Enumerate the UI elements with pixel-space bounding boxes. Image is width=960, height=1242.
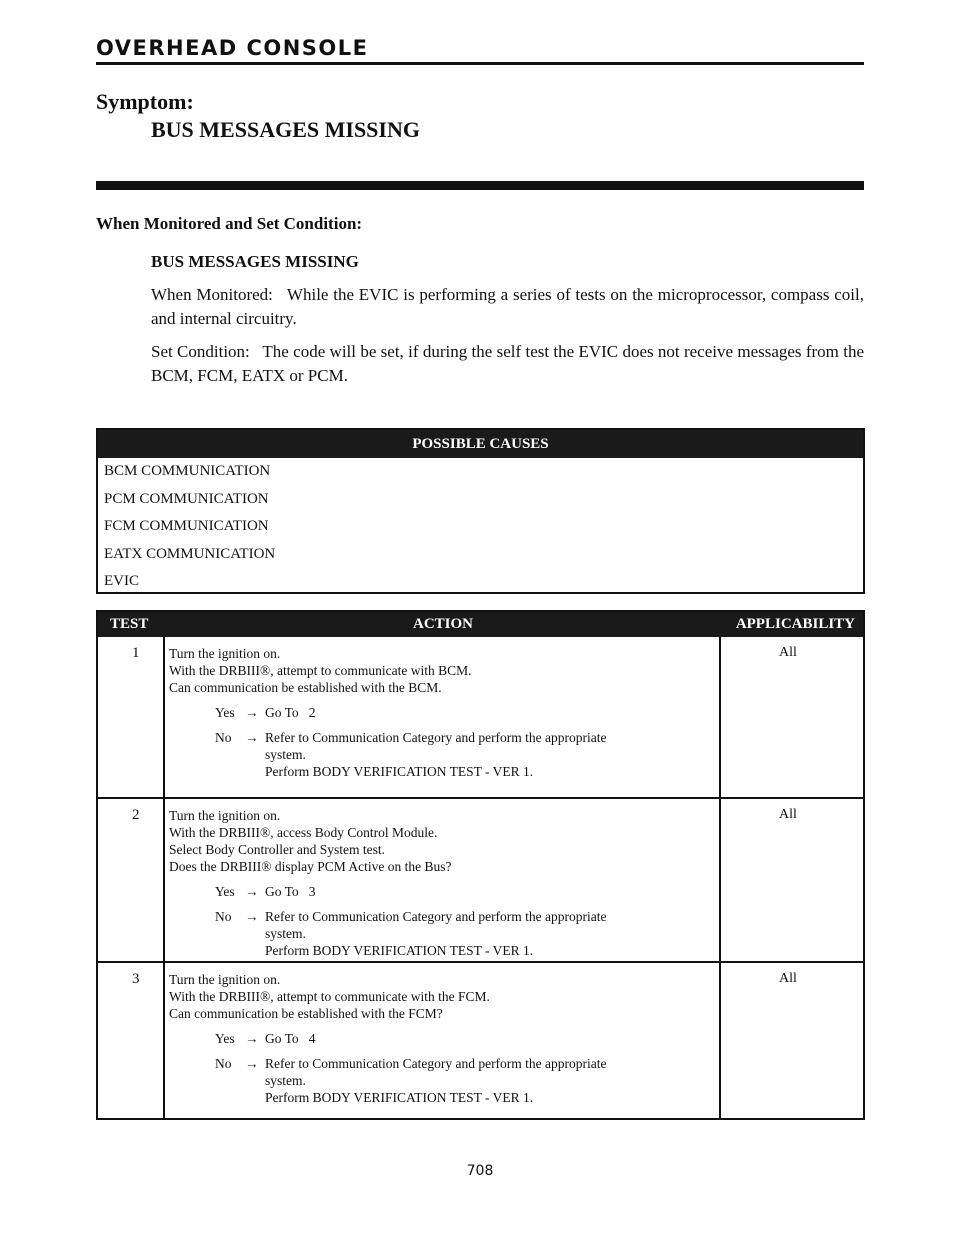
applicability: All (779, 971, 797, 986)
yes-result: Go To 4 (265, 1031, 316, 1046)
no-result (265, 729, 717, 780)
yes-key: Yes (215, 705, 235, 720)
arrow-icon: → (245, 909, 259, 924)
action-column-header: ACTION (413, 616, 474, 632)
action-line: With the DRBIII®, attempt to communicate with the FCM. (169, 989, 490, 1004)
answers (169, 1030, 717, 1106)
test-action (169, 807, 717, 967)
yes-key: Yes (215, 1031, 235, 1046)
no-answer (215, 908, 717, 959)
no-answer (215, 1055, 717, 1106)
condition-code: BUS MESSAGES MISSING (151, 252, 359, 271)
page-number: 708 (466, 1163, 494, 1179)
test-column-header: TEST (110, 616, 149, 632)
applicability: All (779, 807, 797, 822)
cause-list (98, 458, 863, 596)
yes-answer (215, 1030, 717, 1047)
no-result (265, 908, 717, 959)
conditions-heading: When Monitored and Set Condition: (96, 214, 363, 233)
no-result-line: Refer to Communication Category and perform the appropriate (265, 909, 607, 924)
yes-answer (215, 704, 717, 721)
symptom-label: Symptom: (96, 89, 194, 114)
section-header: OVERHEAD CONSOLE (96, 36, 369, 60)
answers (169, 704, 717, 780)
symptom-divider (96, 181, 864, 190)
answers (169, 883, 717, 959)
arrow-icon: → (245, 705, 259, 720)
yes-result: Go To 2 (265, 705, 316, 720)
test-table-header (98, 612, 863, 637)
arrow-icon: → (245, 884, 259, 899)
set-condition-text: Set Condition: The code will be set, if during the self test the EVIC does not receive messages from the BCM, FCM, EATX or PCM. (151, 342, 864, 385)
action-line: Can communication be established with the FCM? (169, 1006, 443, 1021)
no-result (265, 1055, 717, 1106)
cause-item: BCM COMMUNICATION (104, 463, 271, 479)
no-key: No (215, 909, 232, 924)
no-result-line: Refer to Communication Category and perform the appropriate (265, 730, 607, 745)
table-row (98, 637, 863, 797)
test-number: 3 (132, 971, 140, 987)
no-key: No (215, 730, 232, 745)
possible-causes-box (96, 428, 865, 594)
cause-item: PCM COMMUNICATION (104, 490, 269, 507)
table-row (98, 963, 863, 1118)
action-line: Turn the ignition on. (169, 646, 281, 661)
yes-key: Yes (215, 884, 235, 899)
action-line: Turn the ignition on. (169, 972, 281, 987)
cause-item: EVIC (104, 573, 139, 589)
yes-result: Go To 3 (265, 884, 316, 899)
applicability-column-header: APPLICABILITY (735, 616, 855, 632)
action-line: Select Body Controller and System test. (169, 842, 385, 857)
no-result-line: Perform BODY VERIFICATION TEST - VER 1. (265, 764, 534, 779)
test-number: 2 (132, 807, 140, 823)
no-result-line: system. (265, 926, 306, 941)
symptom-title: BUS MESSAGES MISSING (151, 117, 420, 142)
cause-item: FCM COMMUNICATION (104, 518, 269, 534)
yes-answer (215, 883, 717, 900)
no-result-line: system. (265, 747, 306, 762)
test-number: 1 (132, 645, 140, 661)
table-row (98, 799, 863, 961)
arrow-icon: → (245, 730, 259, 745)
applicability: All (779, 645, 797, 660)
arrow-icon: → (245, 1056, 259, 1071)
no-answer (215, 729, 717, 780)
cause-item: EATX COMMUNICATION (104, 545, 276, 562)
header-rule (96, 62, 864, 65)
action-line: Can communication be established with the BCM. (169, 680, 442, 695)
action-line: With the DRBIII®, access Body Control Module. (169, 825, 438, 840)
no-result-line: Perform BODY VERIFICATION TEST - VER 1. (265, 943, 534, 958)
action-line: Turn the ignition on. (169, 808, 281, 823)
no-key: No (215, 1056, 232, 1071)
action-line: With the DRBIII®, attempt to communicate with BCM. (169, 663, 472, 678)
no-result-line: Perform BODY VERIFICATION TEST - VER 1. (265, 1090, 534, 1105)
test-action (169, 645, 717, 788)
arrow-icon: → (245, 1031, 259, 1046)
conditions-block (151, 250, 864, 397)
when-monitored-text: When Monitored: While the EVIC is performing a series of tests on the microprocessor, compass coil, and internal circuitry. (151, 285, 864, 328)
test-table (96, 610, 865, 1120)
test-action (169, 971, 717, 1114)
possible-causes-heading: POSSIBLE CAUSES (98, 430, 863, 458)
no-result-line: system. (265, 1073, 306, 1088)
no-result-line: Refer to Communication Category and perform the appropriate (265, 1056, 607, 1071)
action-line: Does the DRBIII® display PCM Active on the Bus? (169, 859, 452, 874)
